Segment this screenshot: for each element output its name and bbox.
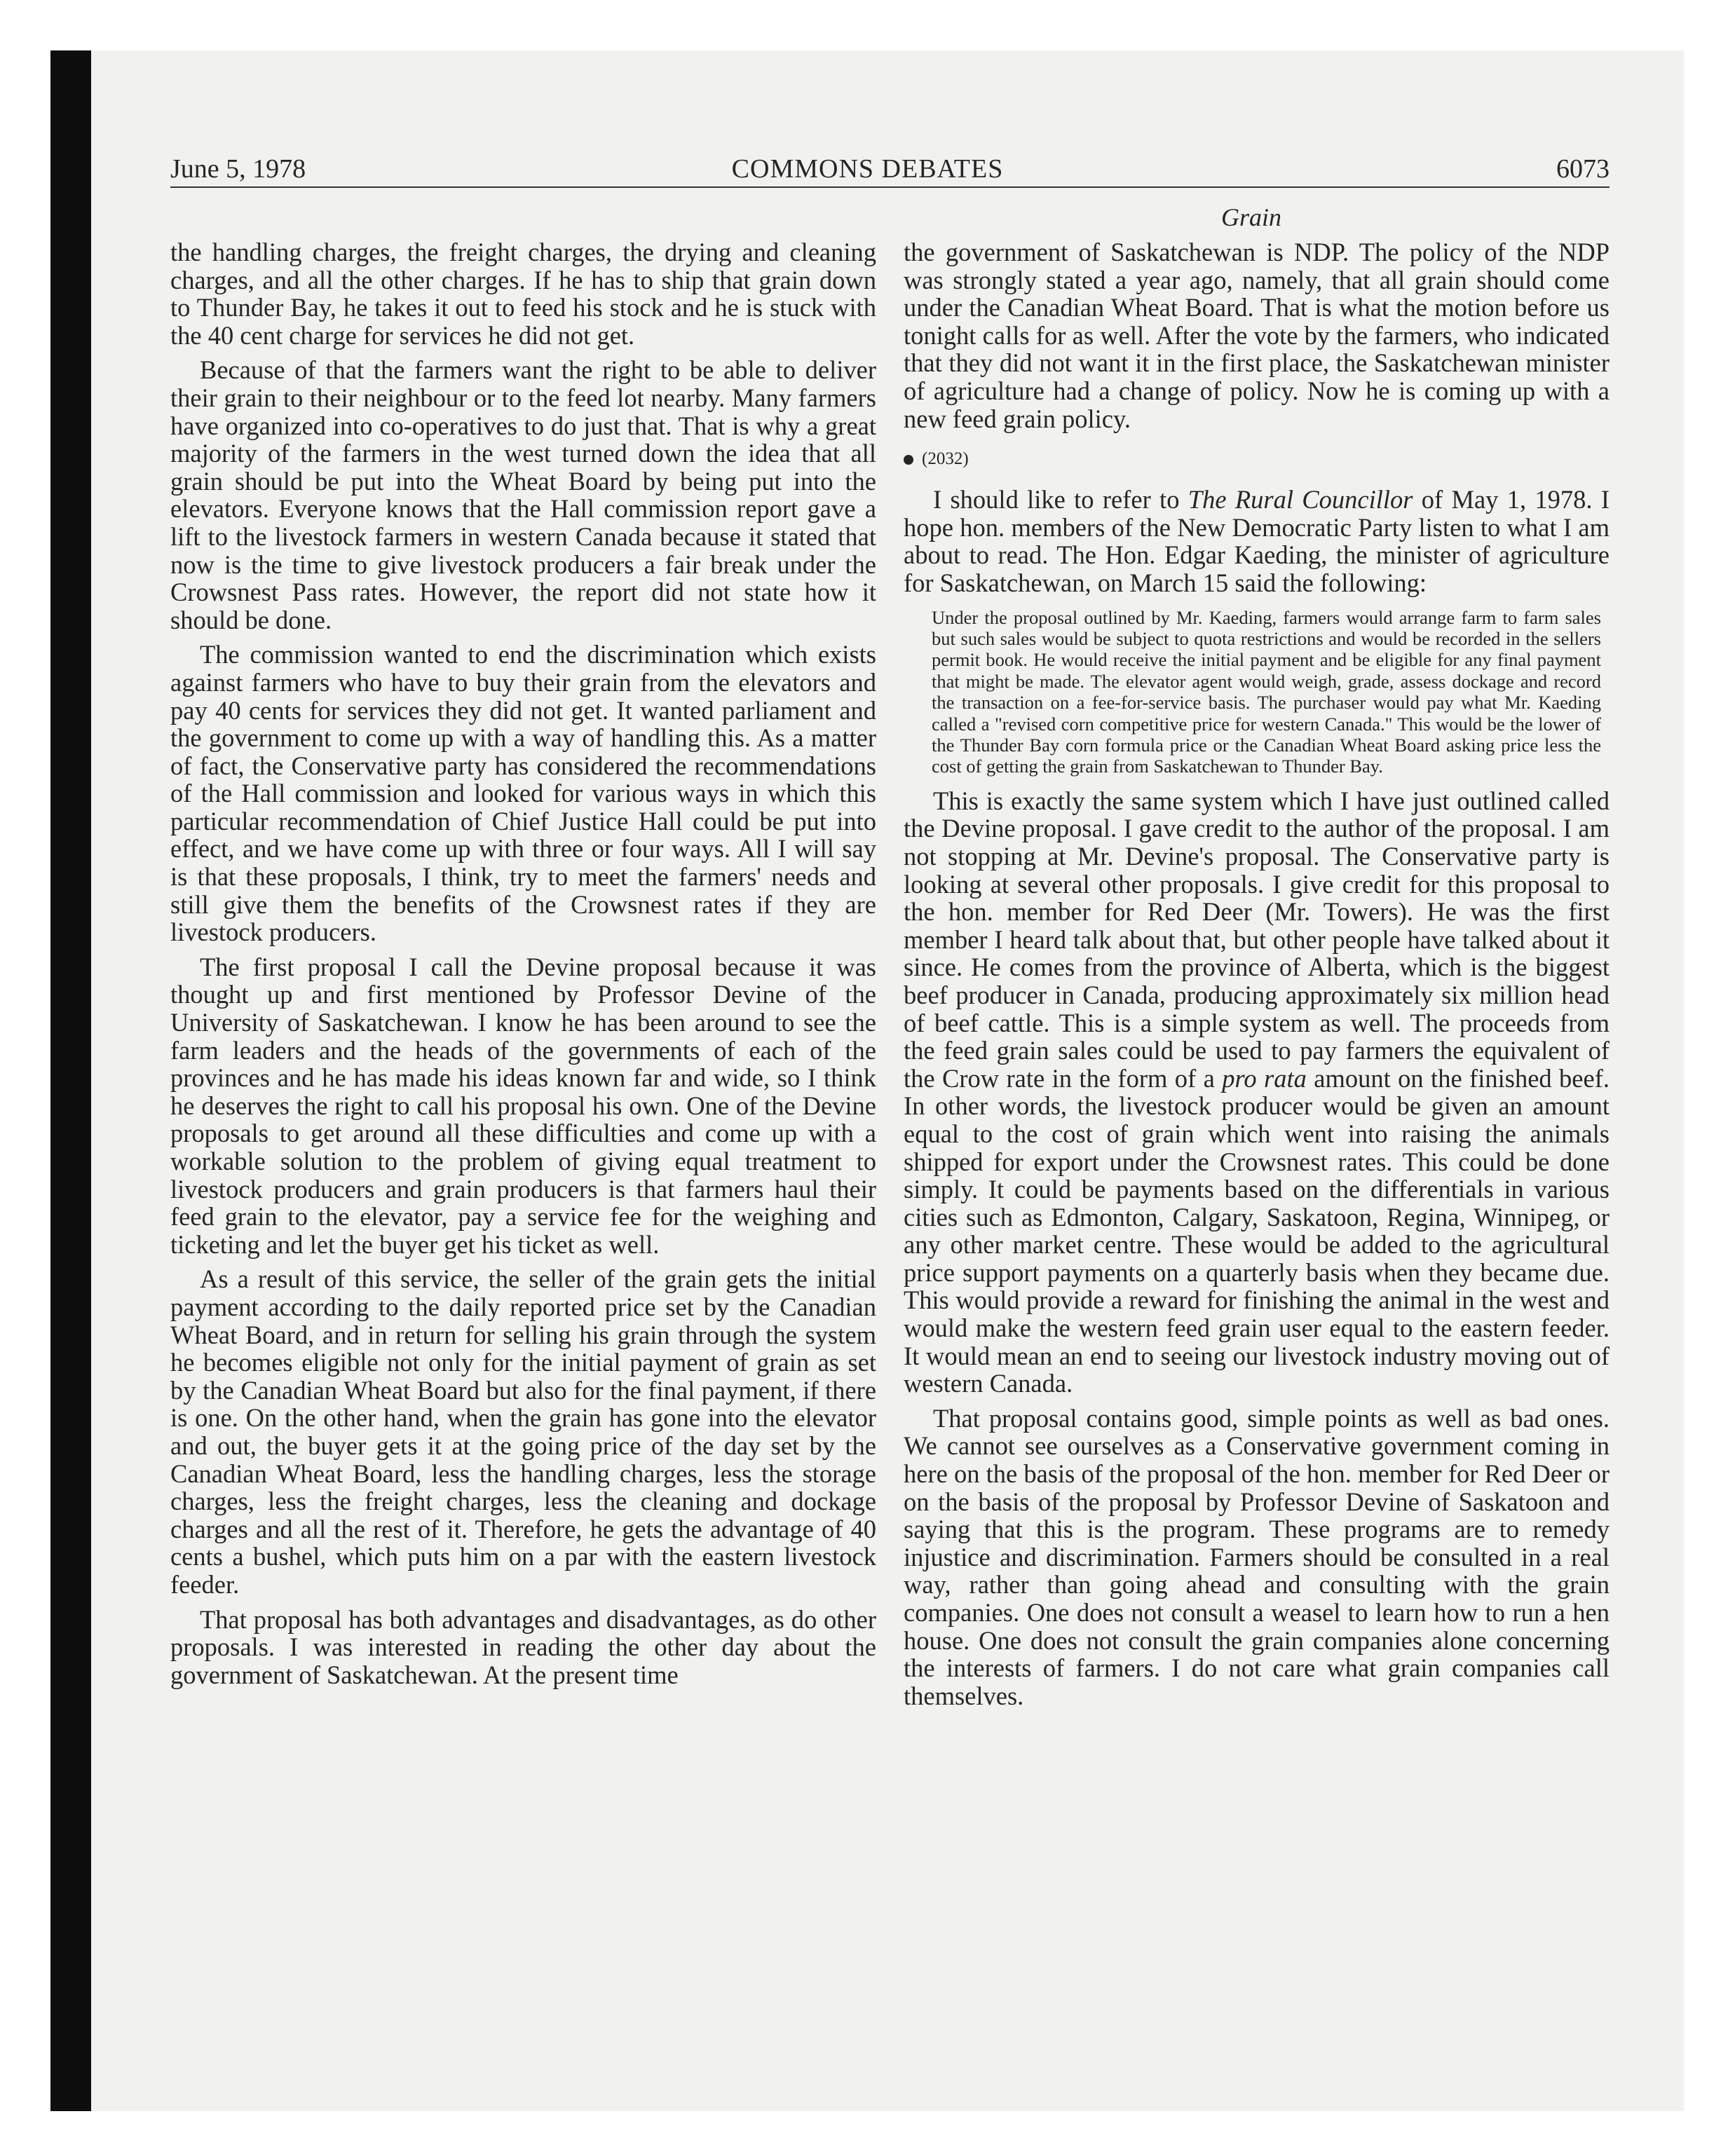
binding-edge bbox=[50, 50, 91, 2111]
text-run: of May 1, 1978. I hope hon. members of the New Democratic Party listen to what I am about to read. The Hon. Edgar Kaeding, the minister of agriculture for Saskatchewan, on March 15 said the following: bbox=[904, 485, 1610, 597]
paragraph bbox=[904, 486, 1610, 596]
paragraph: The commission wanted to end the discrimination which exists against farmers who have to buy their grain from the elevators and pay 40 cents for services they did not get. It wanted parliament and the government to come up with a way of handling this. As a matter of fact, the Conservative party has considered the recommendations of the Hall commission and looked for various ways in which this particular recommendation of Chief Justice Hall could be put into effect, and we have come up with three or four ways. All I will say is that these proposals, I think, try to meet the farmers' needs and still give them the benefits of the Crowsnest rates if they are livestock producers. bbox=[170, 640, 876, 947]
left-column bbox=[170, 238, 876, 1688]
header-title: COMMONS DEBATES bbox=[731, 154, 1004, 184]
header-date: June 5, 1978 bbox=[170, 154, 306, 184]
paragraph: the government of Saskatchewan is NDP. The policy of the NDP was strongly stated a year ago, namely, that all grain should come under the Canadian Wheat Board. That is what the motion before us tonight calls for as well. After the vote by the farmers, who indicated that they did not want it in the first place, the Saskatchewan minister of agriculture had a change of policy. Now he is coming up with a new feed grain policy. bbox=[904, 238, 1610, 433]
page-number: 6073 bbox=[1556, 154, 1610, 184]
paragraph: The first proposal I call the Devine proposal because it was thought up and first mentioned by Professor Devine of the University of Saskatchewan. I know he has been around to see the farm leaders and the heads of the governments of each of the provinces and he has made his ideas known far and wide, so I think he deserves the right to call his proposal his own. One of the Devine proposals to get around all these difficulties and come up with a workable solution to the problem of giving equal treatment to livestock producers and grain producers is that farmers haul their feed grain to the elevator, pay a service fee for the weighing and ticketing and let the buyer get his ticket as well. bbox=[170, 952, 876, 1259]
block-quote: Under the proposal outlined by Mr. Kaeding, farmers would arrange farm to farm sales but such sales would be subject to quota restrictions and would be recorded in the sellers permit book. He would receive the initial payment and be eligible for any final payment that might be made. The elevator agent would weigh, grade, assess dockage and record the transaction on a fee-for-service basis. The purchaser would pay what Mr. Kaeding called a "revised corn competitive price for western Canada." This would be the lower of the Thunder Bay corn formula price or the Canadian Wheat Board asking price less the cost of getting the grain from Saskatchewan to Thunder Bay. bbox=[932, 606, 1601, 777]
paragraph: That proposal contains good, simple points as well as bad ones. We cannot see ourselves as a Conservative government coming in here on the basis of the proposal of the hon. member for Red Deer or on the basis of the proposal by Professor Devine of Saskatoon and saying that this is the program. These programs are to remedy injustice and discrimination. Farmers should be consulted in a real way, rather than going ahead and consulting with the grain companies. One does not consult a weasel to learn how to run a hen house. One does not consult the grain companies alone concerning the interests of farmers. I do not care what grain companies call themselves. bbox=[904, 1403, 1610, 1710]
italic-term: pro rata bbox=[1222, 1063, 1307, 1093]
bullet-icon bbox=[904, 455, 913, 465]
text-run: amount on the finished beef. In other words, the livestock producer would be given an amount equal to the cost of grain which went into raising the animals shipped for export under the Crowsnest rates. This could be done simply. It could be payments based on the differentials in various cities such as Edmonton, Calgary, Saskatoon, Regina, Winnipeg, or any other market centre. These would be added to the agricultural price support payments on a quarterly basis when they became due. This would provide a reward for finishing the animal in the west and would make the western feed grain user equal to the eastern feeder. It would mean an end to seeing our livestock industry moving out of western Canada. bbox=[904, 1063, 1610, 1398]
time-marker-text: (2032) bbox=[922, 449, 969, 469]
paragraph: That proposal has both advantages and disadvantages, as do other proposals. I was interested in reading the other day about the government of Saskatchewan. At the present time bbox=[170, 1604, 876, 1689]
paragraph: Because of that the farmers want the right to be able to deliver their grain to their neighbour or to the feed lot nearby. Many farmers have organized into co-operatives to do just that. That is why a great majority of the farmers in the west turned down the idea that all grain should be put into the Wheat Board by being put into the elevators. Everyone knows that the Hall commission report gave a lift to the livestock farmers in western Canada because it stated that now is the time to give livestock producers a fair break under the Crowsnest Pass rates. However, the report did not state how it should be done. bbox=[170, 355, 876, 634]
time-marker bbox=[904, 445, 1610, 473]
paragraph: the handling charges, the freight charges, the drying and cleaning charges, and all the other charges. If he has to ship that grain down to Thunder Bay, he takes it out to feed his stock and he is stuck with the 40 cent charge for services he did not get. bbox=[170, 238, 876, 350]
paragraph: As a result of this service, the seller of the grain gets the initial payment according to the daily reported price set by the Canadian Wheat Board, and in return for selling his grain through the system he becomes eligible not only for the initial payment of grain as set by the Canadian Wheat Board but also for the final payment, if there is one. On the other hand, when the grain has gone into the elevator and out, the buyer gets it at the going price of the day set by the Canadian Wheat Board, less the handling charges, less the storage charges, less the freight charges, less the cleaning and dockage charges and all the rest of it. Therefore, he gets the advantage of 40 cents a bushel, which puts him on a par with the eastern livestock feeder. bbox=[170, 1264, 876, 1599]
header-rule bbox=[170, 186, 1610, 188]
paragraph bbox=[904, 787, 1610, 1398]
text-run: This is exactly the same system which I have just outlined called the Devine proposal. I gave credit to the author of the proposal. I am not stopping at Mr. Devine's proposal. The Conservative party is looking at several other proposals. I give credit for this proposal to the hon. member for Red Deer (Mr. Towers). He was the first member I heard talk about that, but other people have talked about it since. He comes from the province of Alberta, which is the biggest beef producer in Canada, producing approximately six million head of beef cattle. This is a simple system as well. The proceeds from the feed grain sales could be used to pay farmers the equivalent of the Crow rate in the form of a bbox=[904, 786, 1610, 1093]
publication-title: The Rural Councillor bbox=[1188, 485, 1413, 514]
text-run: I should like to refer to bbox=[933, 485, 1188, 514]
right-column bbox=[904, 238, 1610, 1710]
section-label: Grain bbox=[1221, 203, 1282, 231]
